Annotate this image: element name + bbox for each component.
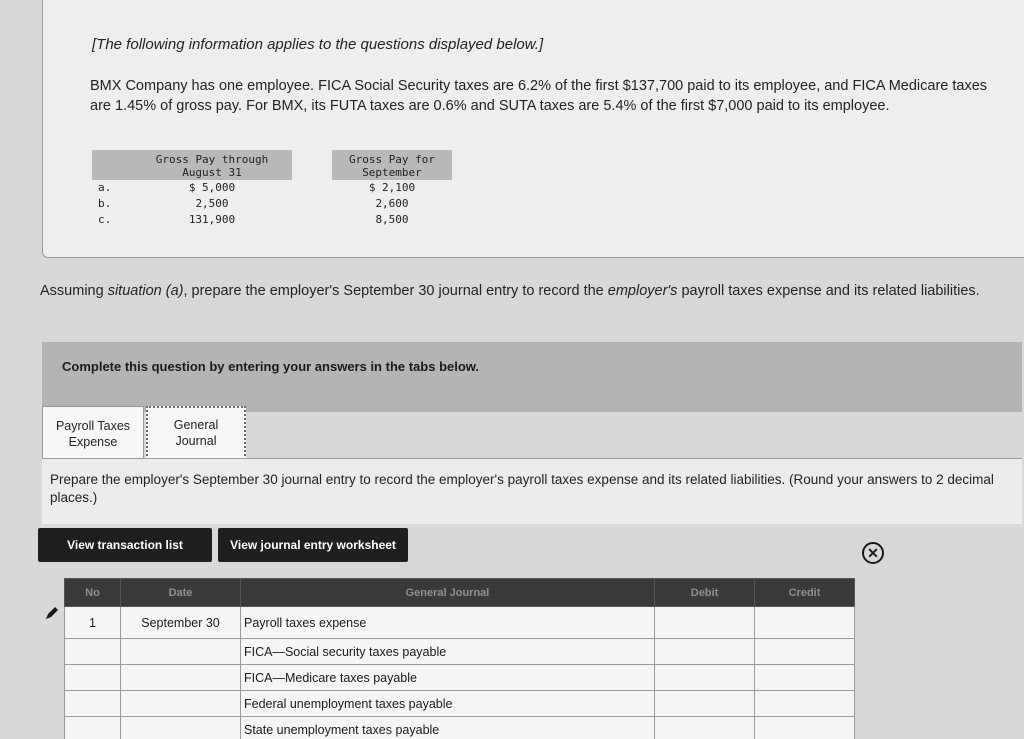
credit-cell[interactable] [755, 639, 855, 665]
journal-row [65, 639, 855, 665]
credit-cell[interactable] [755, 607, 855, 639]
header-date: Date [121, 579, 241, 607]
scenario-text: BMX Company has one employee. FICA Social Security taxes are 6.2% of the first $137,700 paid to its employee, and FICA Medicare taxes are 1.45% of gross pay. For BMX, its FUTA taxes are 0.6% and SUTA taxes are 5.4% of the first $7,000 paid to its employee. [90, 78, 988, 114]
account-cell[interactable]: Federal unemployment taxes payable [241, 691, 655, 717]
tab-payroll-taxes-expense[interactable]: Payroll Taxes Expense [42, 406, 144, 460]
header-no: No [65, 579, 121, 607]
header-debit: Debit [655, 579, 755, 607]
gross-pay-header-september: Gross Pay for September [332, 150, 452, 180]
gross-pay-header-august: Gross Pay through August 31 [132, 150, 292, 180]
complete-question-banner: Complete this question by entering your answers in the tabs below. [42, 342, 1022, 412]
header-credit: Credit [755, 579, 855, 607]
debit-cell[interactable] [655, 691, 755, 717]
tab-panel [42, 458, 1022, 524]
table-row: c. 131,900 8,500 [98, 213, 409, 226]
journal-table [64, 578, 855, 739]
header-general-journal: General Journal [241, 579, 655, 607]
journal-row [65, 717, 855, 739]
tab-general-journal[interactable]: General Journal [146, 406, 246, 460]
debit-cell[interactable] [655, 717, 755, 739]
table-row: b. 2,500 2,600 [98, 197, 409, 210]
debit-cell[interactable] [655, 607, 755, 639]
question-instruction: Assuming situation (a), prepare the employer's September 30 journal entry to record the employer's payroll taxes expense and its related liabilities. [40, 283, 980, 299]
intro-text: [The following information applies to the questions displayed below.] [92, 36, 544, 53]
credit-cell[interactable] [755, 717, 855, 739]
journal-row: 1 September 30 Payroll taxes expense [65, 607, 855, 639]
journal-row [65, 665, 855, 691]
tab-instruction: Prepare the employer's September 30 journal entry to record the employer's payroll taxes expense and its related liabilities. (Round your answers to 2 decimal places.) [50, 472, 994, 505]
gross-pay-table [92, 150, 452, 228]
account-cell[interactable]: FICA—Social security taxes payable [241, 639, 655, 665]
debit-cell[interactable] [655, 639, 755, 665]
account-cell[interactable]: FICA—Medicare taxes payable [241, 665, 655, 691]
view-journal-entry-worksheet-button[interactable]: View journal entry worksheet [218, 528, 408, 562]
credit-cell[interactable] [755, 691, 855, 717]
pencil-icon[interactable] [40, 603, 64, 623]
debit-cell[interactable] [655, 665, 755, 691]
journal-row [65, 691, 855, 717]
view-transaction-list-button[interactable]: View transaction list [38, 528, 212, 562]
account-cell[interactable]: Payroll taxes expense [241, 607, 655, 639]
account-cell[interactable]: State unemployment taxes payable [241, 717, 655, 739]
credit-cell[interactable] [755, 665, 855, 691]
close-icon[interactable]: ✕ [862, 542, 884, 564]
table-row: a. $ 5,000 $ 2,100 [98, 181, 416, 194]
